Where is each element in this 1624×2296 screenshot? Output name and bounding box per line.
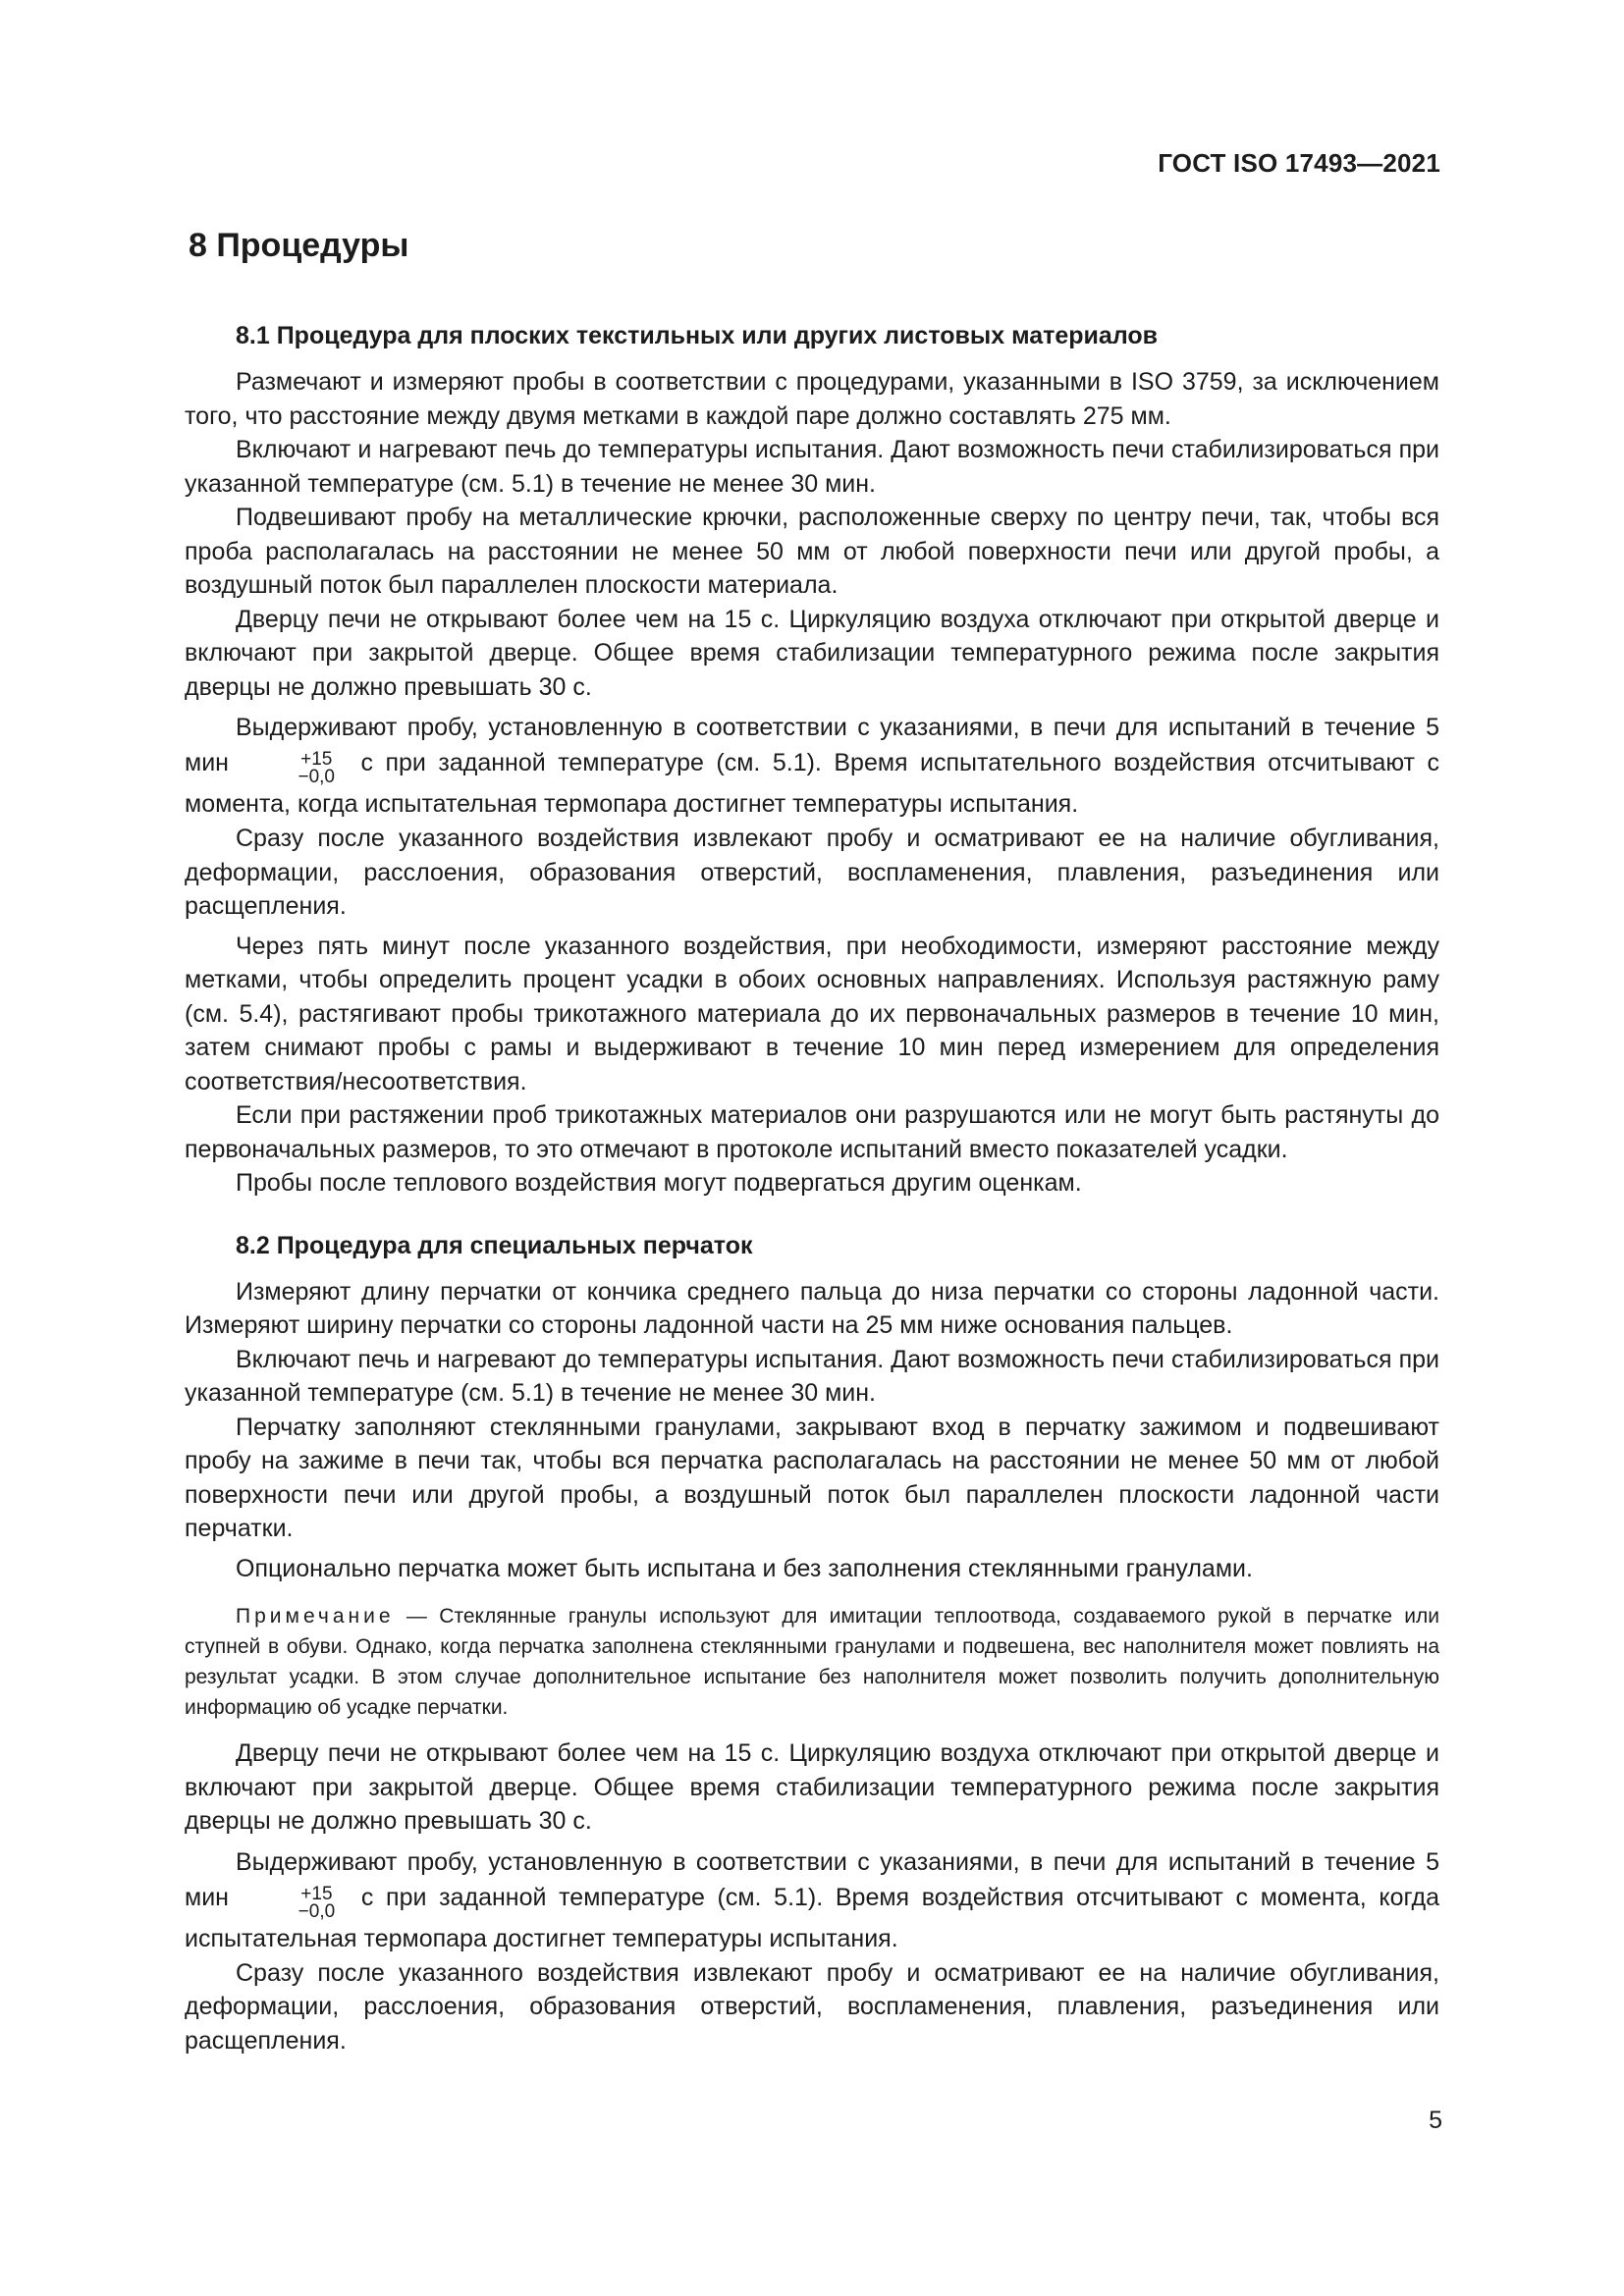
- paragraph: Измеряют длину перчатки от кончика среднего пальца до низа перчатки со стороны ладонной части. Измеряют ширину перчатки со стороны ладонной части на 25 мм ниже основания пальцев.: [185, 1277, 1439, 1339]
- tolerance-lower: −0,0: [298, 767, 335, 787]
- paragraph: Опционально перчатка может быть испытана и без заполнения стеклянными гранулами.: [236, 1554, 1253, 1582]
- paragraph: Сразу после указанного воздействия извлекают пробу и осматривают ее на наличие обугливания, деформации, расслоения, образования отверстий, воспламенения, плавления, разъединения или расщепления.: [185, 825, 1439, 920]
- paragraph-text: Выдерживают пробу, установленную в соответствии с указаниями, в печи для испытаний в течение 5 мин: [185, 714, 1439, 776]
- paragraph-with-tolerance: [185, 710, 1439, 822]
- document-code: ГОСТ ISO 17493—2021: [1158, 148, 1440, 178]
- tolerance-lower: −0,0: [298, 1900, 336, 1922]
- paragraph: Подвешивают пробу на металлические крючки, расположенные сверху по центру печи, так, чтобы вся проба располагалась на расстоянии не менее 50 мм от любой поверхности печи или другой пробы, а воздушный поток был параллелен плоскости материала.: [185, 504, 1439, 599]
- paragraph-text: с при заданной температуре (см. 5.1). Время воздействия отсчитывают с момента, когда испытательная термопара достигнет температуры испытания.: [185, 1883, 1440, 1952]
- paragraph: Пробы после теплового воздействия могут подвергаться другим оценкам.: [236, 1169, 1082, 1197]
- paragraph: Перчатку заполняют стеклянными гранулами, закрывают вход в перчатку зажимом и подвешивают пробу на зажиме в печи так, чтобы вся перчатка располагалась на расстоянии не менее 50 мм от любой поверхности печи или другой пробы, а воздушный поток был параллелен плоскости ладонной части перчатки.: [185, 1413, 1439, 1542]
- tolerance-upper: +15: [300, 1883, 333, 1904]
- paragraph: Через пять минут после указанного воздействия, при необходимости, измеряют расстояние между метками, чтобы определить процент усадки в обоих основных направлениях. Используя растяжную раму (см. 5.4), растягивают пробы трикотажного материала до их первоначальных размеров в течение 10 мин, затем снимают пробы с рамы и выдерживают в течение 10 мин перед измерением для определения соответствия/несоответствия.: [185, 932, 1439, 1095]
- paragraph-with-tolerance: [185, 1844, 1439, 1956]
- time-tolerance: [246, 751, 335, 786]
- paragraph: Дверцу печи не открывают более чем на 15 с. Циркуляцию воздуха отключают при открытой дверце и включают при закрытой дверце. Общее время стабилизации температурного режима после закрытия дверцы не должно превышать 30 с.: [185, 1739, 1439, 1835]
- paragraph-text: Выдерживают пробу, установленную в соответствии с указаниями, в печи для испытаний в течение 5 мин: [185, 1847, 1439, 1911]
- tolerance-upper: +15: [300, 749, 333, 770]
- paragraph: Включают и нагревают печь до температуры испытания. Дают возможность печи стабилизироваться при указанной температуре (см. 5.1) в течение не менее 30 мин.: [185, 436, 1439, 498]
- paragraph: Включают печь и нагревают до температуры испытания. Дают возможность печи стабилизироваться при указанной температуре (см. 5.1) в течение не менее 30 мин.: [185, 1345, 1439, 1407]
- paragraph: Если при растяжении проб трикотажных материалов они разрушаются или не могут быть растянуты до первоначальных размеров, то это отмечают в протоколе испытаний вместо показателей усадки.: [185, 1101, 1439, 1163]
- paragraph: Сразу после указанного воздействия извлекают пробу и осматривают ее на наличие обугливания, деформации, расслоения, образования отверстий, воспламенения, плавления, разъединения или расщепления.: [185, 1958, 1439, 2055]
- subsection-title-8-2: 8.2 Процедура для специальных перчаток: [236, 1231, 753, 1259]
- time-tolerance: [247, 1883, 336, 1922]
- section-title: 8 Процедуры: [189, 227, 409, 264]
- note: [185, 1601, 1439, 1723]
- subsection-title-8-1: 8.1 Процедура для плоских текстильных или других листовых материалов: [236, 322, 1159, 349]
- paragraph: Размечают и измеряют пробы в соответствии с процедурами, указанными в ISO 3759, за исключением того, что расстояние между двумя метками в каждой паре должно составлять 275 мм.: [185, 368, 1439, 430]
- page-content: [185, 224, 1439, 2057]
- paragraph: Дверцу печи не открывают более чем на 15 с. Циркуляцию воздуха отключают при открытой дверце и включают при закрытой дверце. Общее время стабилизации температурного режима после закрытия дверцы не должно превышать 30 с.: [185, 605, 1439, 701]
- paragraph-text: с при заданной температуре (см. 5.1). Время испытательного воздействия отсчитывают с момента, когда испытательная термопара достигнет температуры испытания.: [185, 749, 1439, 818]
- note-text: — Стеклянные гранулы используют для имитации теплоотвода, создаваемого рукой в перчатке или ступней в обуви. Однако, когда перчатка заполнена стеклянными гранулами и подвешена, вес наполнителя может повлиять на результат усадки. В этом случае дополнительное испытание без наполнителя может позволить получить дополнительную информацию об усадке перчатки.: [185, 1605, 1439, 1719]
- note-label: Примечание: [236, 1605, 395, 1628]
- page-number: 5: [1429, 2107, 1442, 2134]
